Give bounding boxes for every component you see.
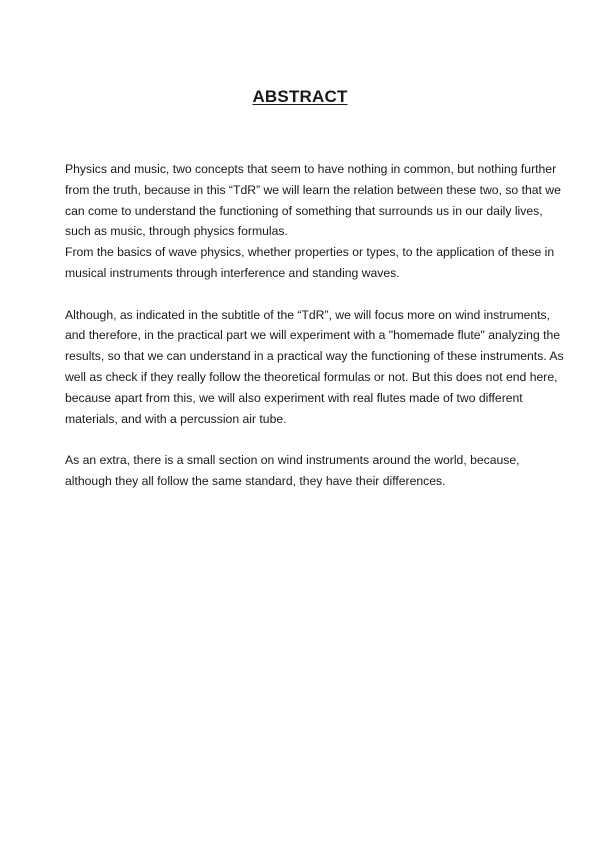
abstract-paragraph-2: From the basics of wave physics, whether properties or types, to the application of these in musical instruments through interference and standing waves. bbox=[65, 245, 555, 280]
abstract-paragraph-4: As an extra, there is a small section on wind instruments around the world, because, although they all follow the same standard, they have their differences. bbox=[65, 453, 520, 488]
abstract-paragraph-3: Although, as indicated in the subtitle of the “TdR”, we will focus more on wind instruments, and therefore, in the practical part we will experiment with a "homemade flute" analyzing the results, so that we can understand in a practical way the functioning of these instruments. As well as check if they really follow the theoretical formulas or not. But this does not end here, because apart from this, we will also experiment with real flutes made of two different materials, and with a percussion air tube. bbox=[65, 307, 564, 426]
abstract-paragraph-1: Physics and music, two concepts that seem to have nothing in common, but nothing further from the truth, because in this “TdR” we will learn the relation between these two, so that we can come to understand the functioning of something that surrounds us in our daily lives, such as music, through physics formulas. bbox=[65, 162, 561, 239]
page-title: ABSTRACT bbox=[252, 87, 348, 106]
abstract-body bbox=[65, 159, 565, 492]
